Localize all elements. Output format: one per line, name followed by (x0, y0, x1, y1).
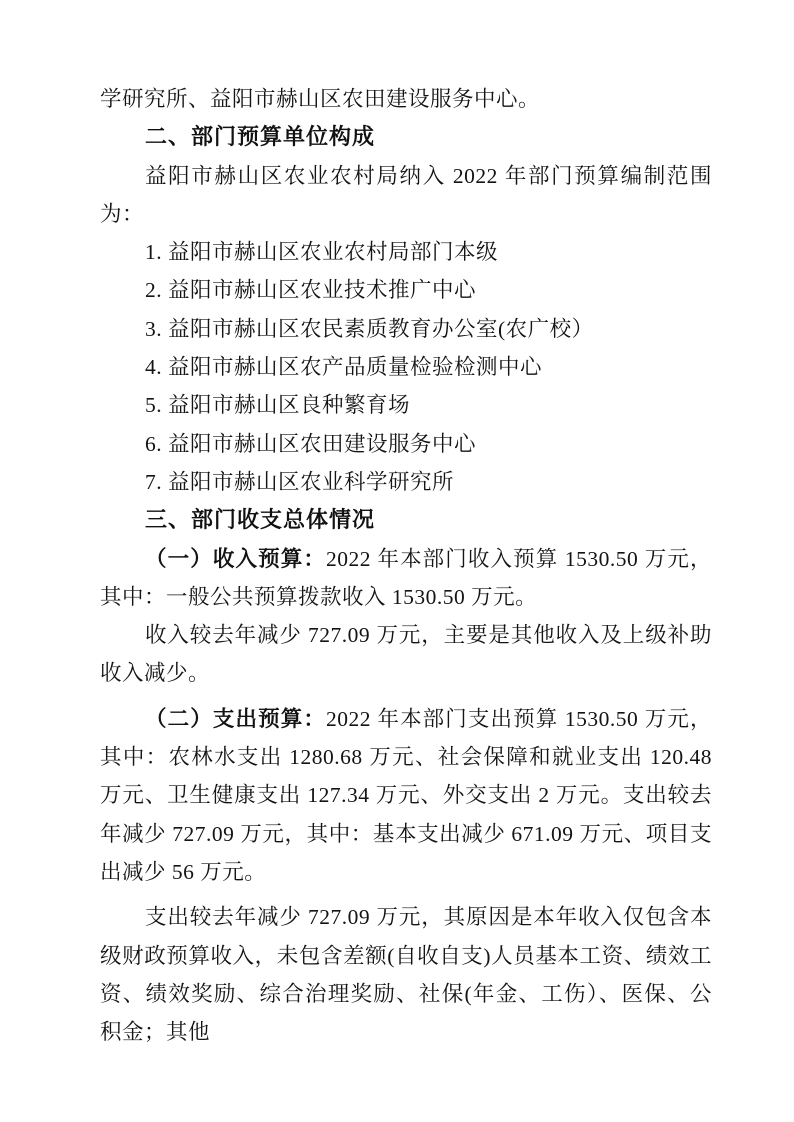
budget-unit-item-6: 6. 益阳市赫山区农田建设服务中心 (145, 431, 477, 456)
expense-budget-lead: （二）支出预算： (145, 706, 326, 731)
income-budget-text: 2022 年本部门收入预算 1530.50 万元，其中：一般公共预算拨款收入 1530.50 万元。 (100, 546, 712, 609)
budget-unit-item-3: 3. 益阳市赫山区农民素质教育办公室(农广校） (145, 316, 594, 341)
section-heading-overall-revenue-expenditure: 三、部门收支总体情况 (145, 507, 376, 533)
budget-unit-item-7: 7. 益阳市赫山区农业科学研究所 (145, 469, 455, 494)
page-content (100, 80, 712, 1051)
budget-scope-intro: 益阳市赫山区农业农村局纳入 2022 年部门预算编制范围为： (100, 163, 712, 226)
budget-unit-item-2: 2. 益阳市赫山区农业技术推广中心 (145, 278, 477, 303)
income-budget-paragraph (100, 540, 712, 617)
budget-unit-item-5: 5. 益阳市赫山区良种繁育场 (145, 393, 411, 418)
expense-budget-text: 2022 年本部门支出预算 1530.50 万元，其中：农林水支出 1280.68 万元、社会保障和就业支出 120.48 万元、卫生健康支出 127.34 万元、外交支出 2 万元。支出较去年减少 727.09 万元，其中：基本支出减少 671.09 万元、项目支出减少 56 万元。 (100, 706, 712, 884)
expense-budget-paragraph (100, 700, 712, 891)
budget-unit-item-1: 1. 益阳市赫山区农业农村局部门本级 (145, 240, 499, 265)
income-budget-lead: （一）收入预算： (145, 546, 326, 571)
income-change-paragraph: 收入较去年减少 727.09 万元，主要是其他收入及上级补助收入减少。 (100, 623, 712, 686)
section-heading-budget-unit-composition: 二、部门预算单位构成 (145, 124, 376, 150)
expense-change-paragraph: 支出较去年减少 727.09 万元，其原因是本年收入仅包含本级财政预算收入，未包含差额(自收自支)人员基本工资、绩效工资、绩效奖励、综合治理奖励、社保(年金、工伤）、医保、公积金；其他 (100, 905, 712, 1045)
budget-unit-item-4: 4. 益阳市赫山区农产品质量检验检测中心 (145, 355, 543, 380)
continuation-text: 学研究所、益阳市赫山区农田建设服务中心。 (100, 87, 541, 111)
